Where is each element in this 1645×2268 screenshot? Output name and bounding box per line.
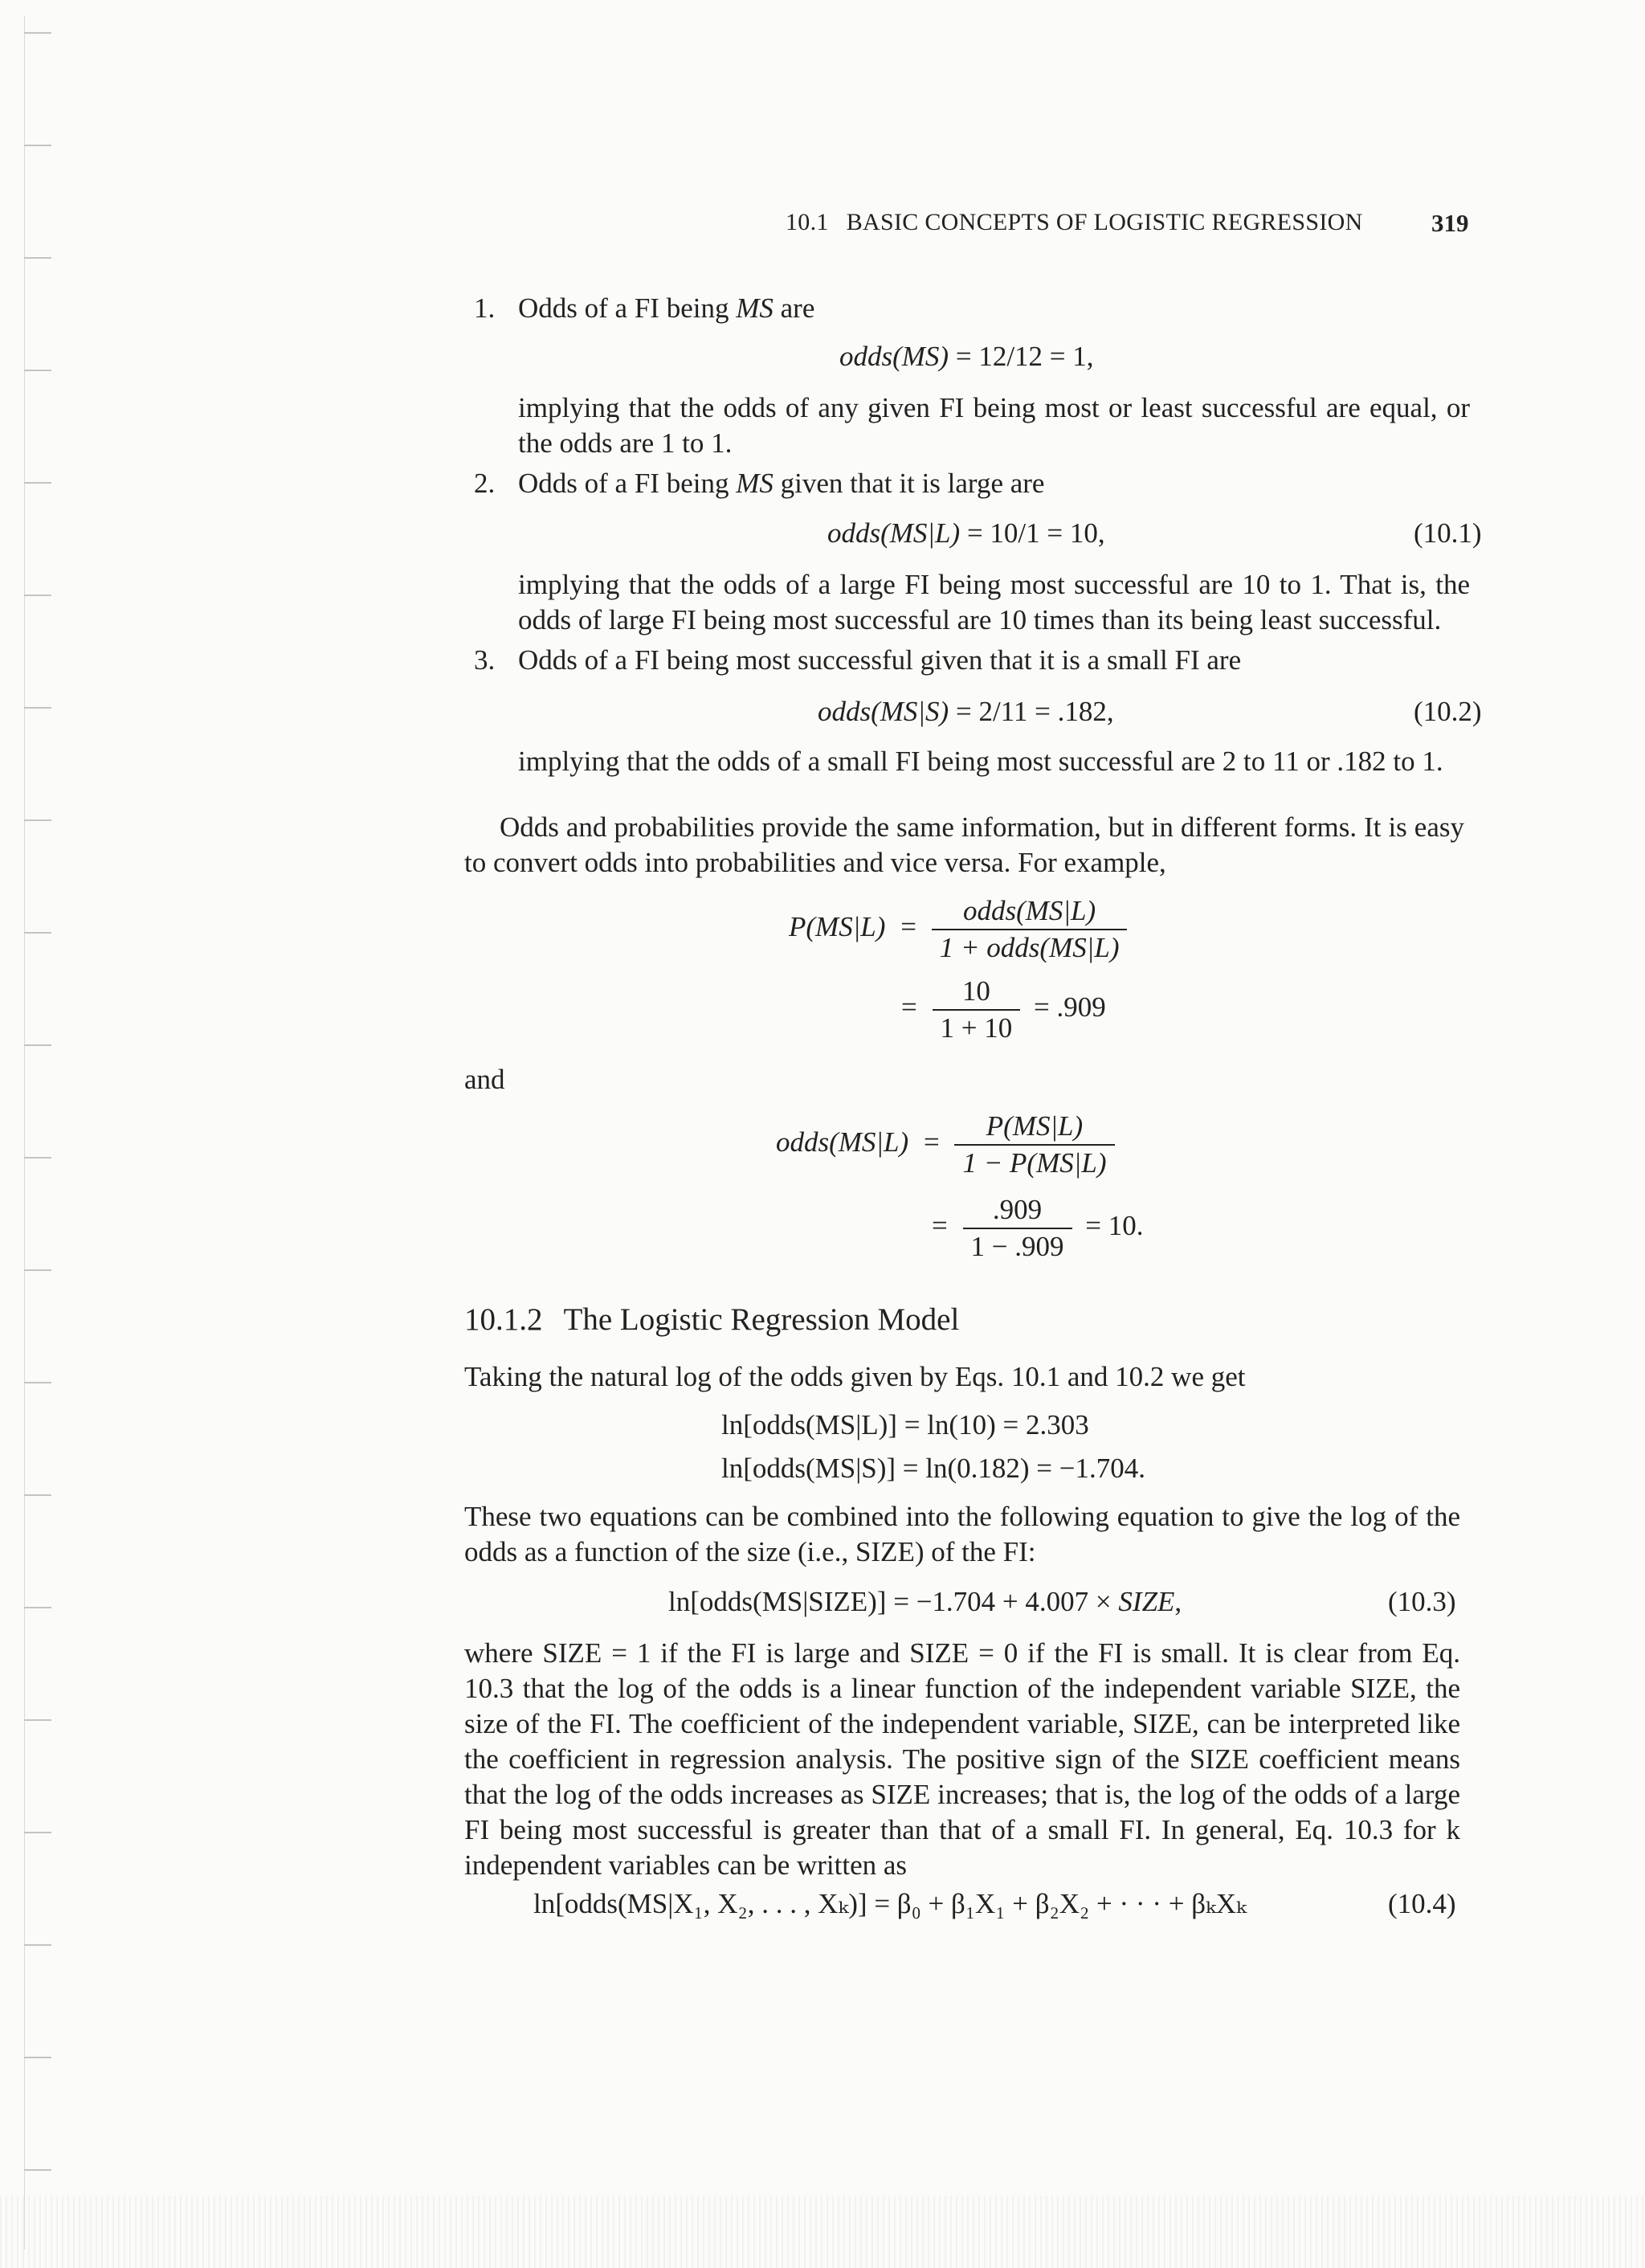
running-head-title: BASIC CONCEPTS OF LOGISTIC REGRESSION [846,209,1363,235]
list-item-lead-variable: MS [736,468,774,499]
fraction-denominator: 1 − .909 [970,1231,1064,1262]
list-item-follow-3: implying that the odds of a small FI being most successful are 2 to 11 or .182 to 1. [518,746,1443,777]
equation-10-4 [533,1886,1247,1922]
fraction-numerator: P(MS|L) [954,1109,1114,1146]
equation-odds-ms [839,339,1094,374]
equation-rhs: = ln(10) = 2.303 [904,1409,1089,1440]
equation-equals: = [923,1126,940,1159]
fraction-numerator: odds(MS|L) [932,893,1128,930]
fraction-numerator: 10 [933,974,1021,1011]
list-item-number-3: 3. [474,644,496,676]
list-item-lead-text: Odds of a FI being most successful given that it is a small FI are [518,644,1242,676]
list-item-follow-1: implying that the odds of any given FI being most or least successful are equal, or the odds are 1 to 1. [518,392,1470,459]
list-item-number-2: 2. [474,468,496,499]
equation-odds-from-probability [776,1109,1115,1181]
page-number: 319 [1431,209,1469,237]
equation-probability-from-odds [789,893,1127,966]
equation-10-3 [668,1584,1182,1620]
list-item-lead-2 [518,466,1044,501]
fraction [954,1109,1114,1181]
list-item-lead-text: Odds of a FI being [518,292,737,324]
equation-equals: = [932,1210,948,1242]
list-item-lead-variable: MS [736,292,774,324]
equation-punctuation: , [1174,1586,1182,1617]
list-item-lead-text: Odds of a FI being [518,468,737,499]
paragraph-combined: These two equations can be combined into the following equation to give the log of the odds as a function of the size (i.e., SIZE) of the FI: [464,1501,1460,1567]
running-head [786,209,1363,236]
equation-rhs: = 10/1 = 10, [966,517,1105,549]
equation-rhs: = β₀ + β₁X₁ + β₂X₂ + · · · + βₖXₖ [874,1888,1247,1919]
fraction-denominator: 1 + odds(MS|L) [939,932,1120,963]
equation-number-10-3: (10.3) [1388,1586,1456,1617]
list-item-lead-1 [518,291,814,326]
equation-odds-ms-given-l [827,516,1105,551]
paragraph-where-size: where SIZE = 1 if the FI is large and SIZE = 0 if the FI is small. It is clear from Eq. 10.3 that the log of the odds is a linear function of the independent variable SIZE, the size of the FI. The coefficient of the independent variable, SIZE, can be interpreted like the coefficient in regression analysis. The positive sign of the SIZE coefficient means that the log of the odds increases as SIZE increases; that is, the log of the odds of a large FI being most successful is greater than that of a small FI. In general, Eq. 10.3 for k independent variables can be written as [464,1637,1460,1881]
list-item-number-1: 1. [474,292,496,324]
equation-equals: = [900,911,916,943]
equation-ln-odds-small [721,1451,1145,1486]
equation-lhs: odds(MS) [839,341,949,372]
equation-lhs: ln[odds(MS|X₁, X₂, . . . , Xₖ)] [533,1888,867,1919]
equation-ln-odds-large [721,1408,1089,1443]
equation-probability-value [901,974,1106,1046]
fraction-denominator: 1 + 10 [940,1012,1013,1044]
equation-lhs: ln[odds(MS|L)] [721,1409,897,1440]
scan-noise-band [0,2196,1645,2268]
equation-lhs: odds(MS|L) [827,517,961,549]
equation-lhs: ln[odds(MS|SIZE)] [668,1586,887,1617]
equation-lhs: odds(MS|L) [776,1126,909,1159]
list-item-follow-2: implying that the odds of a large FI being most successful are 10 to 1. That is, the odds of large FI being most successful are 10 times than its being least successful. [518,569,1470,635]
paragraph-natural-log: Taking the natural log of the odds given by Eqs. 10.1 and 10.2 we get [464,1361,1246,1392]
equation-rhs: = 2/11 = .182, [955,696,1114,727]
connector-and: and [464,1064,505,1095]
paragraph-odds-probabilities: Odds and probabilities provide the same information, but in different forms. It is easy to convert odds into probabilities and vice versa. For example, [464,811,1464,878]
scan-margin-marks [24,16,56,2250]
equation-rhs: = 12/12 = 1, [955,341,1094,372]
equation-rhs: = ln(0.182) = −1.704. [902,1453,1146,1484]
equation-number-10-4: (10.4) [1388,1888,1456,1919]
section-heading [464,1302,959,1338]
section-title: The Logistic Regression Model [563,1302,960,1337]
equation-variable: SIZE [1118,1586,1175,1617]
equation-result: = .909 [1034,991,1106,1024]
fraction [963,1192,1072,1265]
equation-odds-value [932,1192,1144,1265]
equation-odds-ms-given-s [818,694,1114,729]
fraction [932,893,1128,966]
equation-lhs: P(MS|L) [789,911,886,943]
list-item-lead-3 [518,643,1241,678]
equation-result: = 10. [1085,1210,1144,1242]
equation-lhs: ln[odds(MS|S)] [721,1453,896,1484]
section-number: 10.1.2 [464,1302,543,1337]
equation-number-10-1: (10.1) [1414,517,1482,549]
fraction-numerator: .909 [963,1192,1072,1229]
equation-equals: = [901,991,917,1024]
equation-lhs: odds(MS|S) [818,696,949,727]
fraction [933,974,1021,1046]
fraction-denominator: 1 − P(MS|L) [962,1147,1107,1179]
equation-rhs: = −1.704 + 4.007 × [893,1586,1119,1617]
list-item-lead-text: given that it is large are [773,468,1045,499]
equation-number-10-2: (10.2) [1414,696,1482,727]
running-head-section-number: 10.1 [786,209,829,235]
list-item-lead-text: are [773,292,815,324]
